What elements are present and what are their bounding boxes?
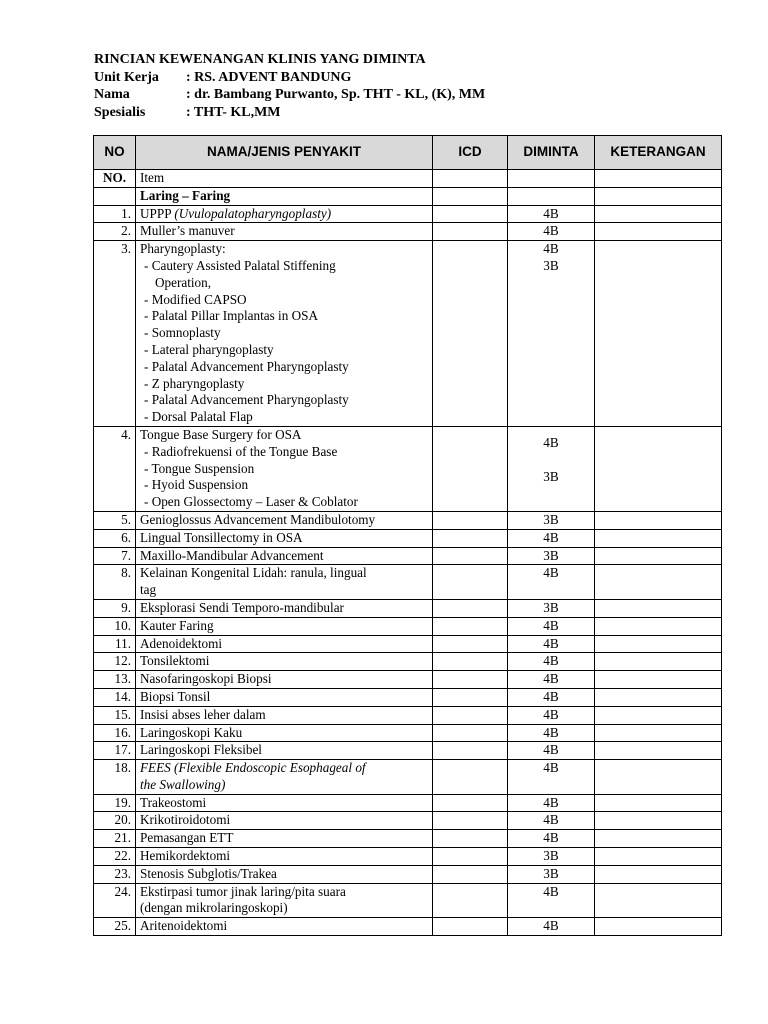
table-row xyxy=(94,918,722,936)
row-icd xyxy=(433,865,508,883)
row-keterangan xyxy=(595,617,722,635)
row-name-text: Muller’s manuver xyxy=(140,223,235,239)
table-row xyxy=(94,599,722,617)
row-name xyxy=(136,565,433,600)
row-name-text-line2: the Swallowing) xyxy=(140,776,226,792)
column-header-no: NO xyxy=(94,136,136,170)
row-name xyxy=(136,529,433,547)
row-name-text: Tongue Base Surgery for OSA xyxy=(140,426,302,442)
row-diminta: 4B xyxy=(508,635,595,653)
row-icd xyxy=(433,565,508,600)
table-row xyxy=(94,653,722,671)
row-icd xyxy=(433,812,508,830)
diminta-value: 3B xyxy=(543,468,559,484)
row-diminta: 4B xyxy=(508,688,595,706)
row-icd xyxy=(433,794,508,812)
row-keterangan xyxy=(595,547,722,565)
row-subitem: - Dorsal Palatal Flap xyxy=(144,409,253,425)
row-diminta: 3B xyxy=(508,848,595,866)
column-header-icd: ICD xyxy=(433,136,508,170)
table-row xyxy=(94,205,722,223)
row-name-text: Genioglossus Advancement Mandibulotomy xyxy=(140,511,376,527)
row-diminta: 4B xyxy=(508,529,595,547)
row-name-text: Laringoskopi Kaku xyxy=(140,724,243,740)
row-number: 20. xyxy=(94,812,136,830)
row-name-text: Insisi abses leher dalam xyxy=(140,706,266,722)
row-icd xyxy=(433,599,508,617)
row-number: 14. xyxy=(94,688,136,706)
table-row xyxy=(94,742,722,760)
row-subitem: - Hyoid Suspension xyxy=(144,477,249,493)
row-diminta: 4B xyxy=(508,724,595,742)
row-keterangan xyxy=(595,883,722,918)
diminta-value: 4B xyxy=(543,241,559,257)
row-number: 11. xyxy=(94,635,136,653)
document-title: RINCIAN KEWENANGAN KLINIS YANG DIMINTA xyxy=(94,52,426,67)
row-diminta: 4B xyxy=(508,205,595,223)
row-diminta: 4B xyxy=(508,565,595,600)
row-name xyxy=(136,918,433,936)
row-number: 2. xyxy=(94,223,136,241)
row-number: 18. xyxy=(94,760,136,795)
row-icd xyxy=(433,241,508,427)
row-diminta: 3B xyxy=(508,511,595,529)
row-subitem: - Z pharyngoplasty xyxy=(144,375,245,391)
row-keterangan xyxy=(595,565,722,600)
row-name xyxy=(136,830,433,848)
diminta-value: 3B xyxy=(543,257,559,273)
row-subitem: - Palatal Pillar Implantas in OSA xyxy=(144,308,318,324)
row-keterangan xyxy=(595,706,722,724)
row-name xyxy=(136,671,433,689)
field-value: : dr. Bambang Purwanto, Sp. THT - KL, (K), MM xyxy=(186,87,486,102)
row-keterangan xyxy=(595,865,722,883)
row-icd xyxy=(433,671,508,689)
row-name xyxy=(136,653,433,671)
row-name-text: Krikotiroidotomi xyxy=(140,812,231,828)
column-header-keterangan: KETERANGAN xyxy=(595,136,722,170)
row-number: 10. xyxy=(94,617,136,635)
row-keterangan xyxy=(595,653,722,671)
table-row xyxy=(94,688,722,706)
row-number: 13. xyxy=(94,671,136,689)
row-icd xyxy=(433,724,508,742)
section-title: Laring – Faring xyxy=(136,187,433,205)
row-name-text: Trakeostomi xyxy=(140,794,207,810)
row-name xyxy=(136,724,433,742)
table-row xyxy=(94,830,722,848)
row-keterangan xyxy=(595,599,722,617)
field-label: Nama xyxy=(94,87,130,102)
row-name-text: Eksplorasi Sendi Temporo-mandibular xyxy=(140,599,344,615)
field-value: : RS. ADVENT BANDUNG xyxy=(186,69,352,85)
row-name xyxy=(136,848,433,866)
row-diminta xyxy=(508,241,595,427)
row-number: 19. xyxy=(94,794,136,812)
subheader-no: NO. xyxy=(94,170,136,188)
table-row xyxy=(94,706,722,724)
row-icd xyxy=(433,688,508,706)
table-row xyxy=(94,883,722,918)
row-diminta: 4B xyxy=(508,223,595,241)
row-name-text: Pemasangan ETT xyxy=(140,830,234,846)
row-icd xyxy=(433,883,508,918)
row-icd xyxy=(433,830,508,848)
row-name xyxy=(136,223,433,241)
row-name xyxy=(136,742,433,760)
row-name xyxy=(136,635,433,653)
row-number: 6. xyxy=(94,529,136,547)
row-keterangan xyxy=(595,794,722,812)
row-subitem: Operation, xyxy=(155,274,212,290)
row-icd xyxy=(433,617,508,635)
row-number: 25. xyxy=(94,918,136,936)
row-keterangan xyxy=(595,688,722,706)
field-spesialis xyxy=(94,104,485,122)
row-keterangan xyxy=(595,511,722,529)
table-row xyxy=(94,865,722,883)
row-name-text: UPPP xyxy=(140,205,175,221)
row-icd xyxy=(433,918,508,936)
row-icd xyxy=(433,760,508,795)
table-row xyxy=(94,547,722,565)
row-diminta: 3B xyxy=(508,599,595,617)
row-diminta: 4B xyxy=(508,883,595,918)
row-keterangan xyxy=(595,848,722,866)
row-name xyxy=(136,241,433,427)
row-subitem: - Palatal Advancement Pharyngoplasty xyxy=(144,392,349,408)
row-subitem: - Tongue Suspension xyxy=(144,460,255,476)
row-keterangan xyxy=(595,760,722,795)
row-icd xyxy=(433,547,508,565)
row-name-text: Stenosis Subglotis/Trakea xyxy=(140,865,277,881)
row-name-text: Ekstirpasi tumor jinak laring/pita suara xyxy=(140,883,346,899)
field-value: : THT- KL,MM xyxy=(186,104,281,120)
row-number: 9. xyxy=(94,599,136,617)
row-name-italic: (Uvulopalatopharyngoplasty) xyxy=(174,205,332,221)
row-name-text: Kelainan Kongenital Lidah: ranula, lingual xyxy=(140,565,367,581)
column-header-diminta: DIMINTA xyxy=(508,136,595,170)
row-keterangan xyxy=(595,241,722,427)
clinical-privileges-table xyxy=(93,135,722,936)
row-name-text: Aritenoidektomi xyxy=(140,918,228,934)
row-diminta: 4B xyxy=(508,706,595,724)
row-keterangan xyxy=(595,812,722,830)
table-row xyxy=(94,848,722,866)
table-row xyxy=(94,760,722,795)
row-diminta: 4B xyxy=(508,812,595,830)
row-number: 12. xyxy=(94,653,136,671)
row-subitem: - Lateral pharyngoplasty xyxy=(144,341,274,357)
row-number: 4. xyxy=(94,426,136,511)
row-subitem: - Palatal Advancement Pharyngoplasty xyxy=(144,358,349,374)
document-header xyxy=(94,51,485,121)
row-name xyxy=(136,426,433,511)
row-name xyxy=(136,706,433,724)
row-keterangan xyxy=(595,724,722,742)
row-icd xyxy=(433,848,508,866)
row-subitem: - Cautery Assisted Palatal Stiffening xyxy=(144,257,336,273)
row-diminta: 3B xyxy=(508,547,595,565)
row-name-text: Nasofaringoskopi Biopsi xyxy=(140,671,272,687)
row-keterangan xyxy=(595,671,722,689)
subheader-item: Item xyxy=(136,170,433,188)
table-row xyxy=(94,635,722,653)
row-name-text: Pharyngoplasty: xyxy=(140,241,226,257)
row-icd xyxy=(433,653,508,671)
row-name xyxy=(136,599,433,617)
row-number: 23. xyxy=(94,865,136,883)
table-row xyxy=(94,812,722,830)
row-number: 8. xyxy=(94,565,136,600)
table-row xyxy=(94,241,722,427)
row-icd xyxy=(433,706,508,724)
diminta-value: 4B xyxy=(543,434,559,450)
row-name-text: Lingual Tonsillectomy in OSA xyxy=(140,529,303,545)
row-name-text: Kauter Faring xyxy=(140,617,214,633)
row-icd xyxy=(433,529,508,547)
row-number: 7. xyxy=(94,547,136,565)
row-icd xyxy=(433,511,508,529)
row-name-text: Tonsilektomi xyxy=(140,653,210,669)
row-name xyxy=(136,688,433,706)
table-subheader-row xyxy=(94,170,722,188)
row-subitem: - Modified CAPSO xyxy=(144,291,247,307)
row-name xyxy=(136,865,433,883)
row-subitem: - Open Glossectomy – Laser & Coblator xyxy=(144,494,358,510)
row-name xyxy=(136,205,433,223)
row-name-text: Biopsi Tonsil xyxy=(140,688,211,704)
row-name-text-line2: (dengan mikrolaringoskopi) xyxy=(140,900,288,916)
row-number: 16. xyxy=(94,724,136,742)
row-diminta: 3B xyxy=(508,865,595,883)
row-icd xyxy=(433,426,508,511)
row-subitem: - Somnoplasty xyxy=(144,325,221,341)
table-row xyxy=(94,565,722,600)
row-keterangan xyxy=(595,529,722,547)
field-label: Spesialis xyxy=(94,104,146,120)
row-diminta: 4B xyxy=(508,617,595,635)
row-subitem: - Radiofrekuensi of the Tongue Base xyxy=(144,443,338,459)
column-header-nama: NAMA/JENIS PENYAKIT xyxy=(136,136,433,170)
row-keterangan xyxy=(595,205,722,223)
field-unit-kerja xyxy=(94,69,485,87)
row-name-text: Adenoidektomi xyxy=(140,635,223,651)
row-diminta: 4B xyxy=(508,742,595,760)
table-row xyxy=(94,529,722,547)
row-keterangan xyxy=(595,223,722,241)
row-name xyxy=(136,617,433,635)
row-icd xyxy=(433,223,508,241)
row-number: 15. xyxy=(94,706,136,724)
field-label: Unit Kerja xyxy=(94,69,159,85)
row-icd xyxy=(433,205,508,223)
row-number: 21. xyxy=(94,830,136,848)
table-header-row xyxy=(94,136,722,170)
field-nama xyxy=(94,86,485,104)
row-name xyxy=(136,794,433,812)
row-keterangan xyxy=(595,918,722,936)
section-row xyxy=(94,187,722,205)
row-diminta: 4B xyxy=(508,671,595,689)
table-row xyxy=(94,671,722,689)
row-number: 3. xyxy=(94,241,136,427)
table-row xyxy=(94,223,722,241)
row-number: 17. xyxy=(94,742,136,760)
row-keterangan xyxy=(595,830,722,848)
row-name-text: FEES (Flexible Endoscopic Esophageal of xyxy=(140,760,366,776)
table-row xyxy=(94,511,722,529)
row-keterangan xyxy=(595,742,722,760)
table-row xyxy=(94,724,722,742)
row-name xyxy=(136,511,433,529)
row-diminta: 4B xyxy=(508,794,595,812)
row-keterangan xyxy=(595,635,722,653)
row-diminta: 4B xyxy=(508,830,595,848)
table-row xyxy=(94,617,722,635)
row-number: 1. xyxy=(94,205,136,223)
row-number: 24. xyxy=(94,883,136,918)
row-name-text: Laringoskopi Fleksibel xyxy=(140,742,262,758)
row-icd xyxy=(433,635,508,653)
row-number: 5. xyxy=(94,511,136,529)
row-icd xyxy=(433,742,508,760)
row-name xyxy=(136,547,433,565)
row-name-text-line2: tag xyxy=(140,582,157,598)
row-keterangan xyxy=(595,426,722,511)
row-diminta: 4B xyxy=(508,653,595,671)
table-row xyxy=(94,794,722,812)
row-diminta xyxy=(508,426,595,511)
row-name-text: Hemikordektomi xyxy=(140,848,231,864)
row-diminta: 4B xyxy=(508,760,595,795)
table-row xyxy=(94,426,722,511)
row-name xyxy=(136,760,433,795)
row-diminta: 4B xyxy=(508,918,595,936)
row-number: 22. xyxy=(94,848,136,866)
row-name-text: Maxillo-Mandibular Advancement xyxy=(140,547,324,563)
row-name xyxy=(136,812,433,830)
row-name xyxy=(136,883,433,918)
